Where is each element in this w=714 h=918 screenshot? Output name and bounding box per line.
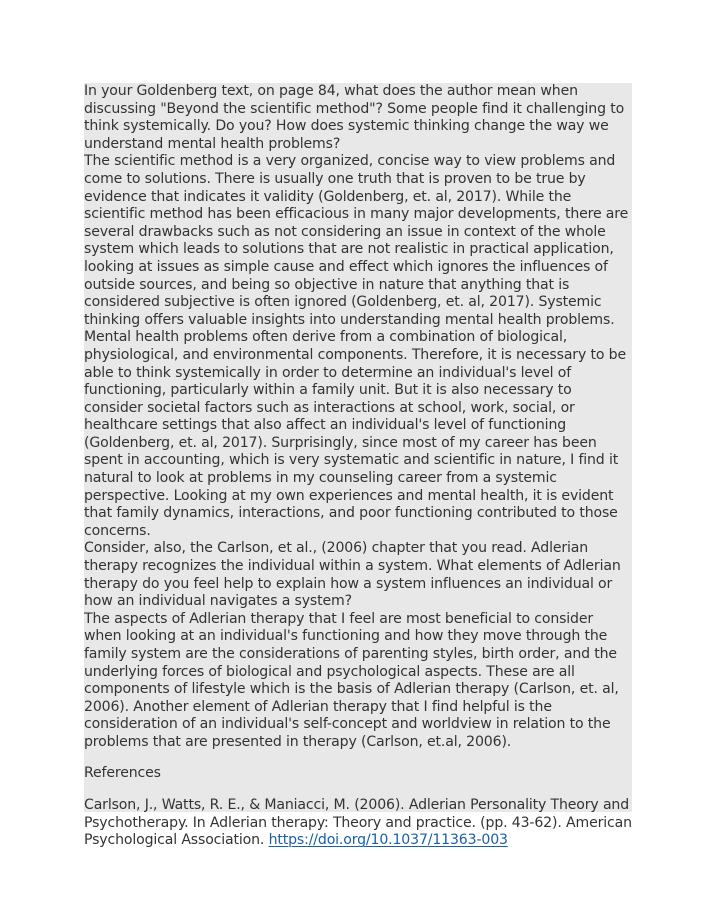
document-body <box>84 83 632 849</box>
reference-text: Carlson, J., Watts, R. E., & Maniacci, M. (2006). Adlerian Personality Theory and Psychotherapy. In Adlerian therapy: Theory and practice. (pp. 43-62). American Psychological Association. <box>84 797 632 849</box>
doi-link[interactable]: https://doi.org/10.1037/11363-003 <box>268 832 508 849</box>
references-heading: References <box>84 764 161 781</box>
question-2: Consider, also, the Carlson, et al., (2006) chapter that you read. Adlerian therapy recognizes the individual within a system. What elements of Adlerian therapy do you feel help to explain how a system influences an individual or how an individual navigates a system? <box>84 540 621 610</box>
spacer <box>84 752 632 765</box>
answer-1: The scientific method is a very organized, concise way to view problems and come to solutions. There is usually one truth that is proven to be true by evidence that indicates it validity (Goldenberg, et. al, 2017). While the scientific method has been efficacious in many major developments, there are several drawbacks such as not considering an issue in context of the whole system which leads to solutions that are not realistic in practical application, looking at issues as simple cause and effect which ignores the influences of outside sources, and being so objective in nature that anything that is considered subjective is often ignored (Goldenberg, et. al, 2017). Systemic thinking offers valuable insights into understanding mental health problems. Mental health problems often derive from a combination of biological, physiological, and environmental components. Therefore, it is necessary to be able to think systemically in order to determine an individual's level of functioning, particularly within a family unit. But it is also necessary to consider societal factors such as interactions at school, work, social, or healthcare settings that also affect an individual's level of functioning (Goldenberg, et. al, 2017). Surprisingly, since most of my career has been spent in accounting, which is very systematic and scientific in nature, I find it natural to look at problems in my counseling career from a systemic perspective. Looking at my own experiences and mental health, it is evident that family dynamics, interactions, and poor functioning contributed to those concerns. <box>84 153 629 539</box>
reference-entry <box>84 797 632 850</box>
spacer <box>84 782 632 797</box>
question-1: In your Goldenberg text, on page 84, what does the author mean when discussing "Beyond the scientific method"? Some people find it challenging to think systemically. Do you? How does systemic thinking change the way we understand mental health problems? <box>84 83 625 152</box>
answer-2: The aspects of Adlerian therapy that I feel are most beneficial to consider when looking at an individual's functioning and how they move through the family system are the considerations of parenting styles, birth order, and the underlying forces of biological and psychological aspects. These are all components of lifestyle which is the basis of Adlerian therapy (Carlson, et. al, 2006). Another element of Adlerian therapy that I find helpful is the consideration of an individual's self-concept and worldview in relation to the problems that are presented in therapy (Carlson, et.al, 2006). <box>84 610 619 750</box>
